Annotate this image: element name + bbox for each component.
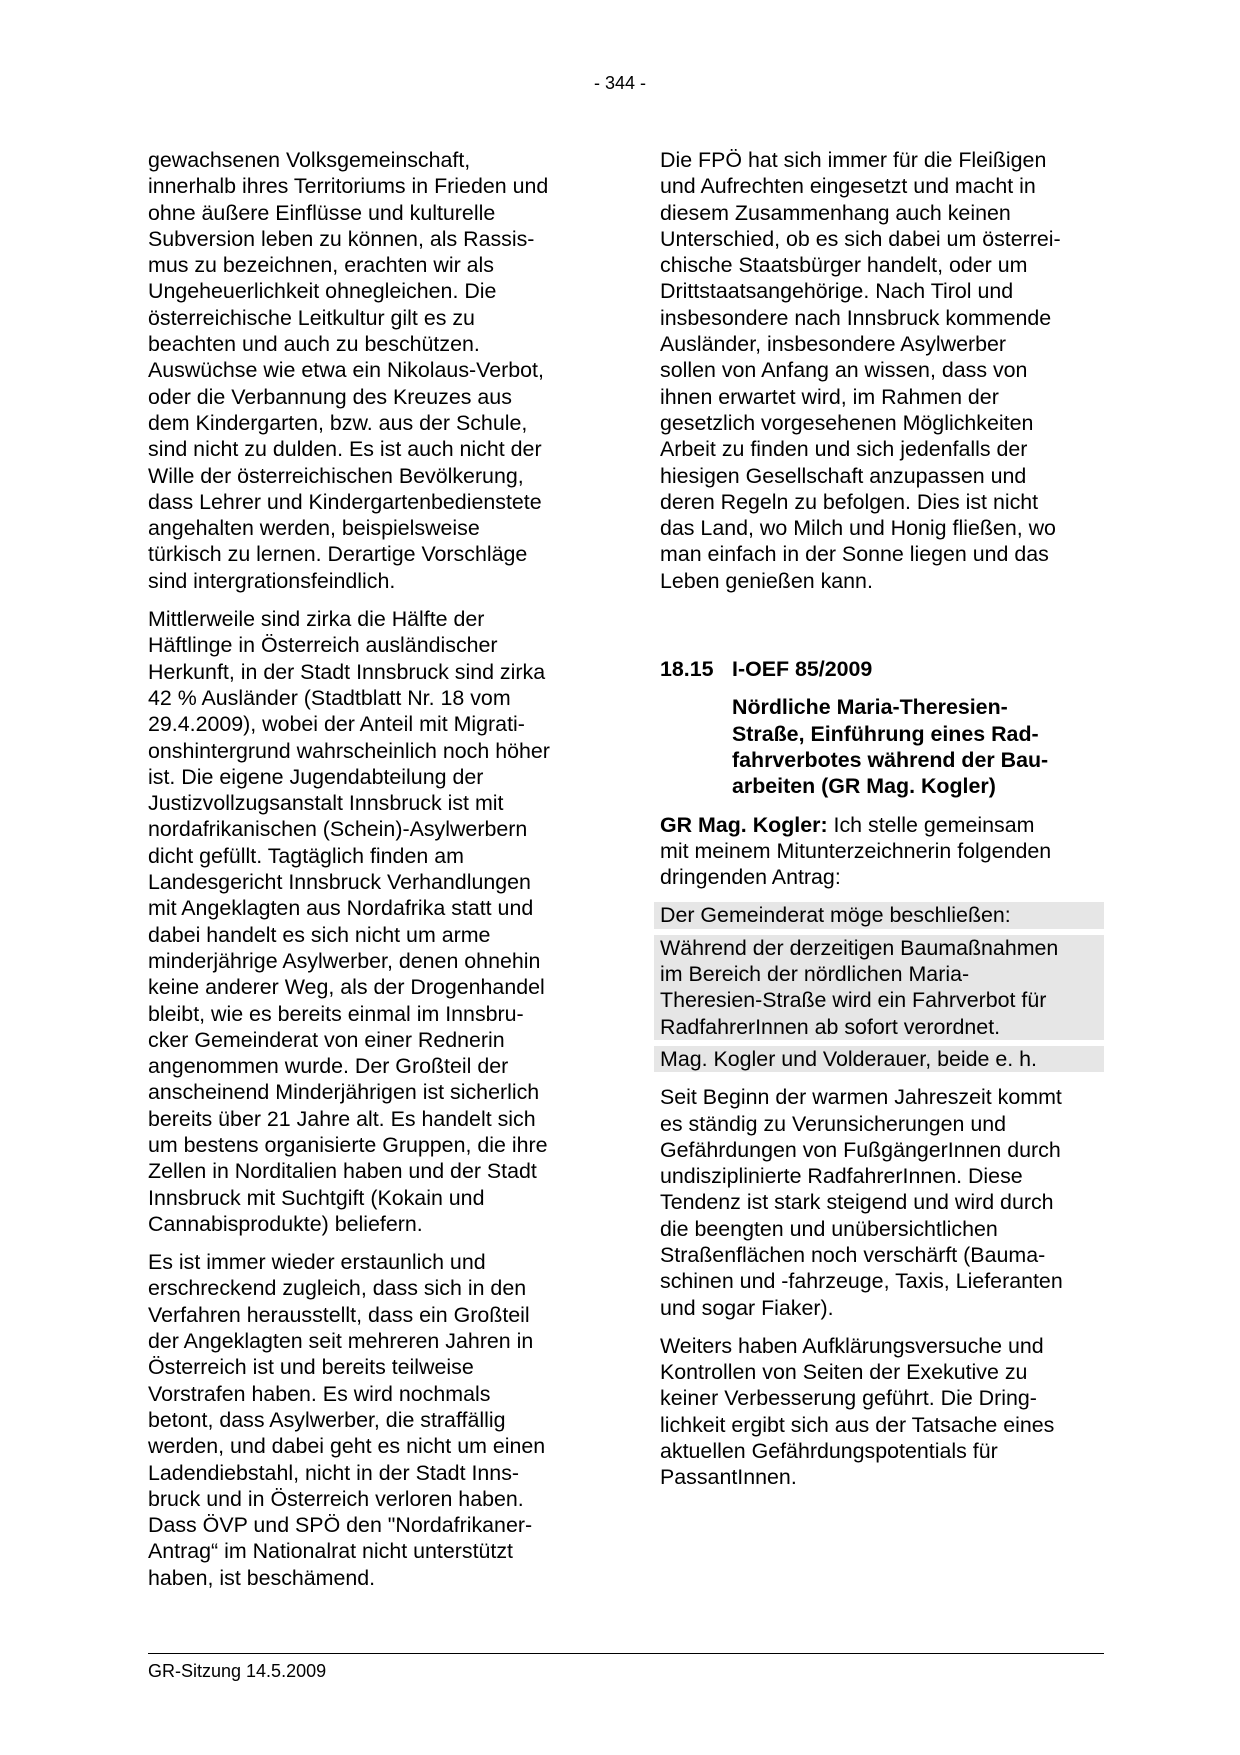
text-line: Ich stelle gemeinsam	[827, 812, 1035, 837]
text-line: Während der derzeitigen Baumaßnahmen	[660, 935, 1059, 960]
text-line: dabei handelt es sich nicht um arme	[148, 922, 491, 947]
text-line: Innsbruck mit Suchtgift (Kokain und	[148, 1185, 485, 1210]
text-line: minderjährige Asylwerber, denen ohnehin	[148, 948, 541, 973]
text-line: es ständig zu Verunsicherungen und	[660, 1111, 1007, 1136]
text-line: Die FPÖ hat sich immer für die Fleißigen	[660, 148, 1047, 172]
text-line: Mittlerweile sind zirka die Hälfte der	[148, 607, 485, 632]
text-line: insbesondere nach Innsbruck kommende	[660, 305, 1052, 330]
text-line: Arbeit zu finden und sich jedenfalls der	[660, 437, 1028, 462]
text-line: oder die Verbannung des Kreuzes aus	[148, 384, 512, 409]
text-line: diesem Zusammenhang auch keinen	[660, 200, 1011, 225]
section-heading	[660, 656, 1104, 682]
text-line: die beengten und unübersichtlichen	[660, 1216, 998, 1241]
paragraph	[660, 1084, 1104, 1321]
text-line: Nördliche Maria-Theresien-	[732, 695, 1008, 720]
text-line: Subversion leben zu können, als Rassis-	[148, 226, 535, 251]
text-line: nordafrikanischen (Schein)-Asylwerbern	[148, 817, 528, 842]
text-line: angenommen wurde. Der Großteil der	[148, 1054, 509, 1079]
text-line: erschreckend zugleich, dass sich in den	[148, 1276, 527, 1301]
text-line: man einfach in der Sonne liegen und das	[660, 542, 1049, 567]
text-line: undisziplinierte RadfahrerInnen. Diese	[660, 1164, 1023, 1189]
text-line: Verfahren herausstellt, dass ein Großteil	[148, 1302, 530, 1327]
text-line: 42 % Ausländer (Stadtblatt Nr. 18 vom	[148, 685, 511, 710]
text-line: Antrag“ im Nationalrat nicht unterstützt	[148, 1539, 513, 1564]
text-line: gewachsenen Volksgemeinschaft,	[148, 148, 471, 172]
motion-signature	[654, 1046, 1104, 1072]
text-line: Weiters haben Aufklärungsversuche und	[660, 1333, 1044, 1358]
paragraph	[148, 606, 588, 1237]
text-line: Theresien-Straße wird ein Fahrverbot für	[660, 988, 1047, 1013]
text-line: mit meinem Mitunterzeichnerin folgenden	[660, 838, 1052, 863]
text-line: deren Regeln zu befolgen. Dies ist nicht	[660, 489, 1039, 514]
text-line: ihnen erwartet wird, im Rahmen der	[660, 384, 999, 409]
text-line: innerhalb ihres Territoriums in Frieden und	[148, 174, 549, 199]
section-code: I-OEF 85/2009	[732, 657, 873, 682]
text-line: keine anderer Weg, als der Drogenhandel	[148, 975, 545, 1000]
paragraph	[148, 1249, 588, 1591]
text-line: mus zu bezeichnen, erachten wir als	[148, 253, 494, 278]
text-line: 29.4.2009), wobei der Anteil mit Migrati-	[148, 712, 525, 737]
text-line: dem Kindergarten, bzw. aus der Schule,	[148, 410, 528, 435]
paragraph	[148, 147, 588, 594]
text-line: arbeiten (GR Mag. Kogler)	[732, 774, 996, 799]
text-line: sollen von Anfang an wissen, dass von	[660, 358, 1028, 383]
text-line: Zellen in Norditalien haben und der Stadt	[148, 1159, 537, 1184]
text-line: dringenden Antrag:	[660, 865, 841, 890]
text-line: hiesigen Gesellschaft anzupassen und	[660, 463, 1027, 488]
text-line: Drittstaatsangehörige. Nach Tirol und	[660, 279, 1014, 304]
text-line: werden, und dabei geht es nicht um einen	[148, 1434, 546, 1459]
text-line: beachten und auch zu beschützen.	[148, 332, 480, 357]
text-line: Seit Beginn der warmen Jahreszeit kommt	[660, 1085, 1062, 1110]
text-line: Unterschied, ob es sich dabei um österrei-	[660, 226, 1061, 251]
text-line: dicht gefüllt. Tagtäglich finden am	[148, 843, 464, 868]
text-line: chische Staatsbürger handelt, oder um	[660, 253, 1028, 278]
text-line: sind nicht zu dulden. Es ist auch nicht der	[148, 437, 542, 462]
text-line: ohne äußere Einflüsse und kulturelle	[148, 200, 496, 225]
text-line: bruck und in Österreich verloren haben.	[148, 1486, 524, 1511]
text-line: onshintergrund wahrscheinlich noch höher	[148, 738, 550, 763]
footer-divider	[148, 1653, 1104, 1654]
text-line: haben, ist beschämend.	[148, 1565, 376, 1590]
text-line: gesetzlich vorgesehenen Möglichkeiten	[660, 410, 1034, 435]
motion-body	[654, 935, 1104, 1040]
left-column	[148, 147, 588, 1603]
text-line: Ungeheuerlichkeit ohnegleichen. Die	[148, 279, 497, 304]
speaker-name: GR Mag. Kogler:	[660, 812, 828, 837]
text-line: Dass ÖVP und SPÖ den "Nordafrikaner-	[148, 1513, 533, 1538]
text-line: um bestens organisierte Gruppen, die ihre	[148, 1132, 548, 1157]
speaker-paragraph	[660, 812, 1104, 891]
text-line: anscheinend Minderjährigen ist sicherlich	[148, 1080, 540, 1105]
text-line: bleibt, wie es bereits einmal im Innsbru-	[148, 1001, 524, 1026]
text-line: PassantInnen.	[660, 1465, 797, 1490]
text-line: Mag. Kogler und Volderauer, beide e. h.	[660, 1046, 1037, 1071]
text-line: Herkunft, in der Stadt Innsbruck sind zirka	[148, 659, 546, 684]
motion-intro	[654, 902, 1104, 928]
text-line: Straßenflächen noch verschärft (Bauma-	[660, 1242, 1046, 1267]
text-line: Kontrollen von Seiten der Exekutive zu	[660, 1360, 1028, 1385]
text-line: bereits über 21 Jahre alt. Es handelt sich	[148, 1106, 536, 1131]
text-line: angehalten werden, beispielsweise	[148, 516, 480, 541]
text-line: dass Lehrer und Kindergartenbedienstete	[148, 489, 542, 514]
text-line: der Angeklagten seit mehreren Jahren in	[148, 1329, 534, 1354]
text-line: im Bereich der nördlichen Maria-	[660, 962, 970, 987]
page-number: - 344 -	[593, 73, 647, 93]
text-line: aktuellen Gefährdungspotentials für	[660, 1439, 998, 1464]
text-line: Der Gemeinderat möge beschließen:	[660, 903, 1011, 928]
text-line: Ladendiebstahl, nicht in der Stadt Inns-	[148, 1460, 520, 1485]
text-line: Straße, Einführung eines Rad-	[732, 721, 1039, 746]
text-line: österreichische Leitkultur gilt es zu	[148, 305, 475, 330]
text-line: lichkeit ergibt sich aus der Tatsache eines	[660, 1412, 1055, 1437]
text-line: Auswüchse wie etwa ein Nikolaus-Verbot,	[148, 358, 544, 383]
text-line: RadfahrerInnen ab sofort verordnet.	[660, 1014, 1001, 1039]
text-line: betont, dass Asylwerber, die straffällig	[148, 1407, 506, 1432]
right-column	[660, 147, 1104, 1503]
text-line: sind intergrationsfeindlich.	[148, 568, 396, 593]
text-line: und Aufrechten eingesetzt und macht in	[660, 174, 1036, 199]
text-line: fahrverbotes während der Bau-	[732, 747, 1049, 772]
text-line: Gefährdungen von FußgängerInnen durch	[660, 1137, 1061, 1162]
text-line: Österreich ist und bereits teilweise	[148, 1355, 474, 1380]
text-line: Es ist immer wieder erstaunlich und	[148, 1250, 486, 1275]
text-line: Justizvollzugsanstalt Innsbruck ist mit	[148, 791, 504, 816]
text-line: Vorstrafen haben. Es wird nochmals	[148, 1381, 491, 1406]
text-line: ist. Die eigene Jugendabteilung der	[148, 764, 484, 789]
text-line: Wille der österreichischen Bevölkerung,	[148, 463, 524, 488]
paragraph	[660, 147, 1104, 594]
text-line: keiner Verbesserung geführt. Die Dring-	[660, 1386, 1037, 1411]
text-line: Landesgericht Innsbruck Verhandlungen	[148, 870, 531, 895]
text-line: Cannabisprodukte) beliefern.	[148, 1211, 423, 1236]
text-line: cker Gemeinderat von einer Rednerin	[148, 1027, 505, 1052]
text-line: Häftlinge in Österreich ausländischer	[148, 633, 498, 658]
text-line: Ausländer, insbesondere Asylwerber	[660, 332, 1007, 357]
text-line: Tendenz ist stark steigend und wird durch	[660, 1190, 1054, 1215]
text-line: Leben genießen kann.	[660, 568, 873, 593]
text-line: schinen und -fahrzeuge, Taxis, Lieferanten	[660, 1269, 1063, 1294]
text-line: türkisch zu lernen. Derartige Vorschläge	[148, 542, 528, 567]
section-title	[732, 694, 1104, 799]
text-line: mit Angeklagten aus Nordafrika statt und	[148, 896, 534, 921]
text-line: und sogar Fiaker).	[660, 1295, 834, 1320]
section-number: 18.15	[660, 657, 714, 682]
text-line: das Land, wo Milch und Honig fließen, wo	[660, 516, 1056, 541]
paragraph	[660, 1333, 1104, 1491]
footer-text: GR-Sitzung 14.5.2009	[148, 1661, 327, 1681]
